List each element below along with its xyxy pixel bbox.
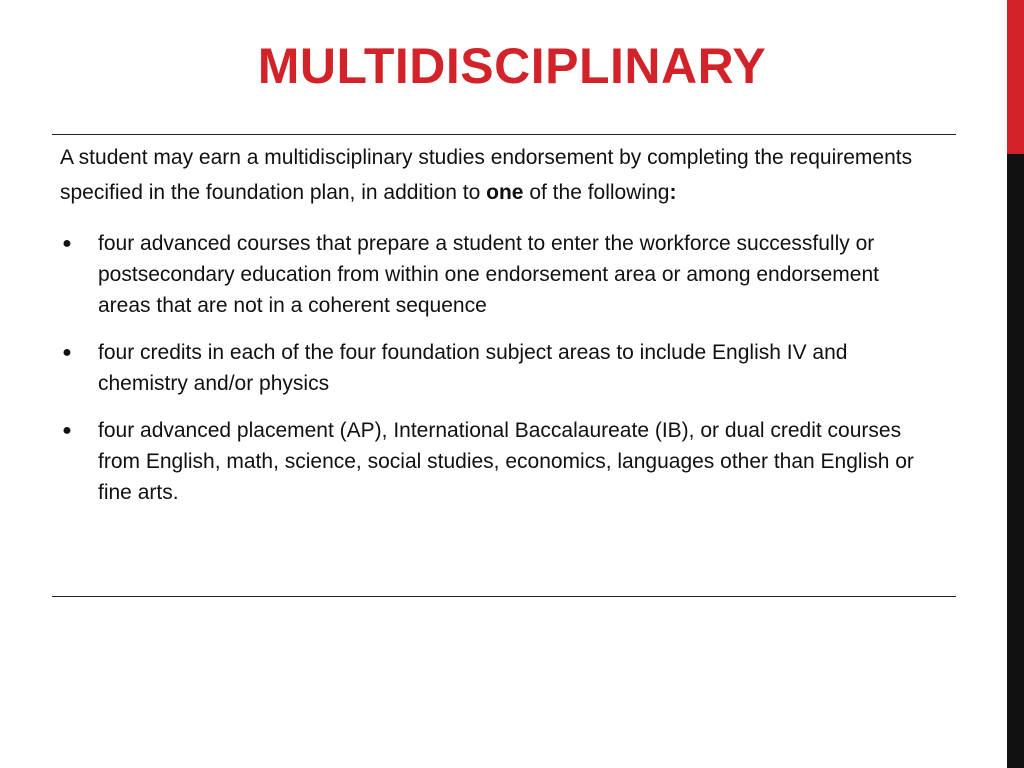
intro-text-start: A student may earn a multidisciplinary studies endorsement by completing the requirements specified in the foundation plan, in addition to: [60, 146, 913, 204]
list-item-text: four advanced placement (AP), International Baccalaureate (IB), or dual credit courses from English, math, science, social studies, economics, languages other than English or fine arts.: [98, 419, 914, 504]
accent-bar-dark: [1007, 154, 1024, 768]
list-item: [60, 228, 950, 321]
top-divider: [52, 134, 956, 135]
requirements-list: [60, 228, 950, 508]
bullet-icon: ●: [62, 344, 72, 361]
intro-colon: :: [669, 181, 677, 204]
list-item-text: four credits in each of the four foundation subject areas to include English IV and chemistry and/or physics: [98, 341, 848, 395]
intro-paragraph: [60, 140, 950, 210]
list-item: [60, 415, 950, 508]
intro-bold-word: one: [486, 181, 524, 204]
list-item-text: four advanced courses that prepare a student to enter the workforce successfully or postsecondary education from within one endorsement area or among endorsement areas that are not in a coherent sequence: [98, 232, 879, 317]
intro-text-end: of the following: [523, 181, 670, 204]
bottom-divider: [52, 596, 956, 597]
accent-bar-red: [1007, 0, 1024, 154]
slide-title: MULTIDISCIPLINARY: [257, 38, 767, 94]
list-item: [60, 337, 950, 399]
bullet-icon: ●: [62, 235, 72, 252]
bullet-icon: ●: [62, 422, 72, 439]
slide-body: [60, 140, 950, 524]
